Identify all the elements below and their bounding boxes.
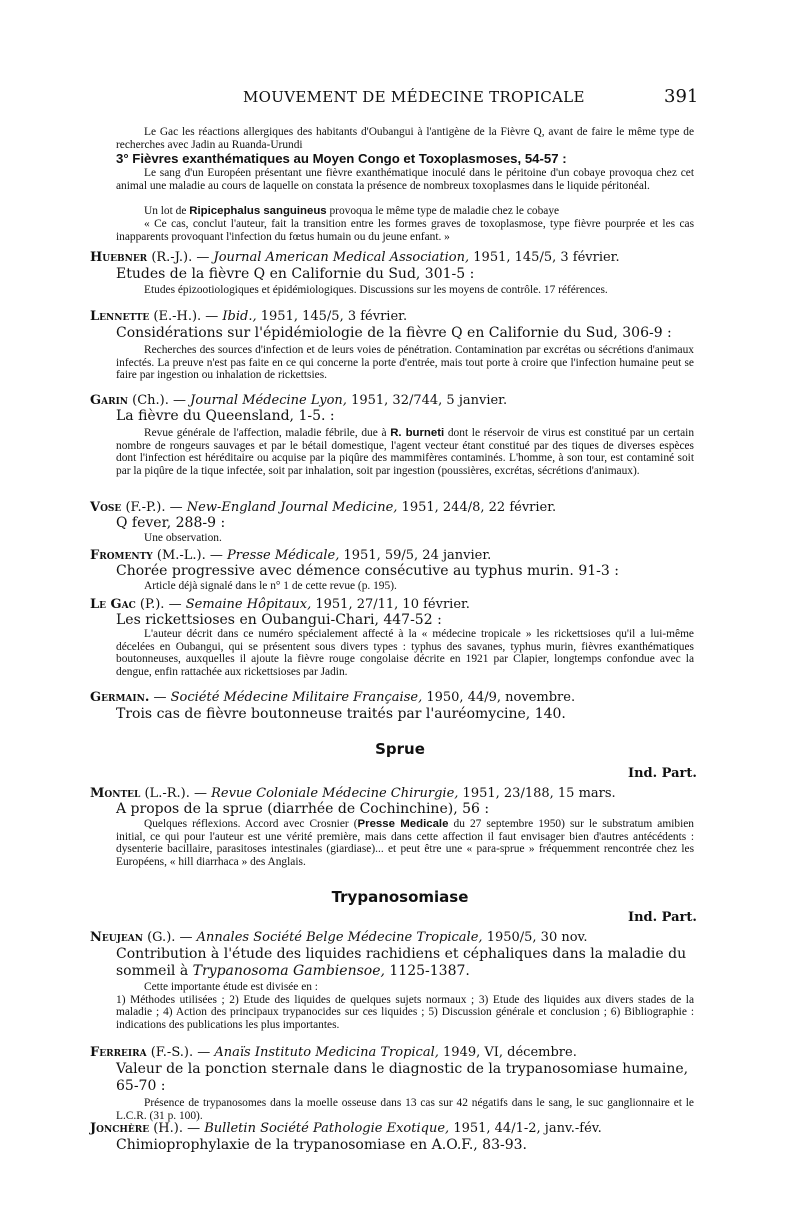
citation-montel: Montel (L.-R.). — Revue Coloniale Médecine Chirurgie, 1951, 23/188, 15 mars. bbox=[90, 786, 616, 801]
abstract-fromenty: Article déjà signalé dans le n° 1 de cette revue (p. 195). bbox=[144, 580, 397, 592]
intro-para-4: « Ce cas, conclut l'auteur, fait la transition entre les formes graves de toxoplasmose, type fièvre pourprée et les cas inapparents provoquant l'infection du fœtus humain ou du jeune enfant. » bbox=[116, 218, 694, 243]
abstract-montel: Quelques réflexions. Accord avec Crosnier (Presse Medicale du 27 septembre 1950) sur le substratum amibien initial, ce qui pour l'auteur est une vérité première, mais dans cette affection il faut envisager bien d'autres antécédents : dysenterie bacillaire, parasitoses intestinales (giardiase)... et peut être une « para-sprue » fréquemment rencontrée chez les Européens, « hill diarrhaca » des Anglais. bbox=[116, 818, 694, 868]
article-title-le-gac: Les rickettsioses en Oubangui-Chari, 447-52 : bbox=[116, 612, 442, 628]
running-title: MOUVEMENT DE MÉDECINE TROPICALE bbox=[243, 88, 585, 106]
article-title-ferreira: Valeur de la ponction sternale dans le diagnostic de la trypanosomiase humaine, 65-70 : bbox=[116, 1061, 689, 1094]
abstract-neujean: Cette importante étude est divisée en : 1) Méthodes utilisées ; 2) Etude des liquides de quelques sujets normaux ; 3) Etude des liquides aux divers stades de la maladie ; 4) Action des principaux trypanocides sur ces liquides ; 5) Discussion générale et conclusion ; 6) Bibliographie : indications des publications les plus importantes. bbox=[116, 981, 694, 1031]
intro-heading-3: 3° Fièvres exanthématiques au Moyen Congo et Toxoplasmoses, 54-57 : bbox=[116, 151, 567, 166]
citation-fromenty: Fromenty (M.-L.). — Presse Médicale, 1951, 59/5, 24 janvier. bbox=[90, 548, 492, 563]
article-title-fromenty: Chorée progressive avec démence consécutive au typhus murin. 91-3 : bbox=[116, 563, 619, 579]
citation-jonchere: Jonchère (H.). — Bulletin Société Pathologie Exotique, 1951, 44/1-2, janv.-fév. bbox=[90, 1121, 602, 1136]
citation-vose: Vose (F.-P.). — New-England Journal Medicine, 1951, 244/8, 22 février. bbox=[90, 500, 557, 515]
article-title-neujean: Contribution à l'étude des liquides rachidiens et céphaliques dans la maladie du sommeil à Trypanosoma Gambiensoe, 1125-1387. bbox=[116, 946, 687, 979]
abstract-garin: Revue générale de l'affection, maladie fébrile, due à R. burneti dont le réservoir de virus est constitué par un certain nombre de rongeurs sauvages et par le bétail domestique, l'agent vecteur étant constitué par des tiques de diverses espèces dont l'infection est héréditaire ou acquise par la piqûre des mammifères contaminés. L'homme, à son tour, est contaminé soit par la piqûre de la tique infectée, soit par inhalation, soit par ingestion (poussières, excrétas, sécrétions d'animaux). bbox=[116, 427, 695, 477]
article-title-lennette: Considérations sur l'épidémiologie de la fièvre Q en Californie du Sud, 306-9 : bbox=[116, 325, 672, 341]
abstract-lennette: Recherches des sources d'infection et de leurs voies de pénétration. Contamination par excrétas ou sécrétions d'animaux infectés. La preuve n'est pas faite en ce qui concerne la porte d'entrée, mais tout porte à croire que l'infection humaine peut se faire par ingestion ou inhalation de rickettsies. bbox=[116, 344, 694, 382]
citation-neujean: Neujean (G.). — Annales Société Belge Médecine Tropicale, 1950/5, 30 nov. bbox=[90, 930, 588, 945]
article-title-vose: Q fever, 288-9 : bbox=[116, 515, 226, 531]
page-number: 391 bbox=[664, 86, 699, 107]
abstract-huebner: Etudes épizootiologiques et épidémiologiques. Discussions sur les moyens de contrôle. 17 références. bbox=[144, 284, 608, 296]
article-title-garin: La fièvre du Queensland, 1-5. : bbox=[116, 408, 335, 424]
abstract-ferreira: Présence de trypanosomes dans la moelle osseuse dans 13 cas sur 42 négatifs dans le sang, le suc ganglionnaire et le L.C.R. (31 p. 100). bbox=[116, 1097, 694, 1122]
citation-le-gac: Le Gac (P.). — Semaine Hôpitaux, 1951, 27/11, 10 février. bbox=[90, 597, 470, 612]
citation-germain: Germain. — Société Médecine Militaire Française, 1950, 44/9, novembre. bbox=[90, 690, 576, 705]
ind-part-sprue: Ind. Part. bbox=[628, 766, 697, 781]
article-title-huebner: Etudes de la fièvre Q en Californie du Sud, 301-5 : bbox=[116, 266, 475, 282]
ind-part-trypanosomiase: Ind. Part. bbox=[628, 910, 697, 925]
citation-lennette: Lennette (E.-H.). — Ibid., 1951, 145/5, 3 février. bbox=[90, 309, 408, 324]
citation-garin: Garin (Ch.). — Journal Médecine Lyon, 1951, 32/744, 5 janvier. bbox=[90, 393, 508, 408]
article-title-montel: A propos de la sprue (diarrhée de Cochinchine), 56 : bbox=[116, 801, 490, 817]
citation-huebner: Huebner (R.-J.). — Journal American Medical Association, 1951, 145/5, 3 février. bbox=[90, 250, 620, 265]
abstract-vose: Une observation. bbox=[144, 532, 222, 544]
abstract-le-gac: L'auteur décrit dans ce numéro spécialement affecté à la « médecine tropicale » les rickettsioses qu'il a lui-même décelées en Oubangui, qui se présentent sous divers types : typhus des savanes, typhus murin, fièvres exanthématiques boutonneuses, auxquelles il ajoute la fièvre rouge congolaise décrite en 1921 par Clapier, longtemps confondue avec la dengue, enfin rattachée aux rickettsioses par Jadin. bbox=[116, 628, 694, 678]
section-heading-trypanosomiase: Trypanosomiase bbox=[331, 888, 469, 906]
citation-ferreira: Ferreira (F.-S.). — Anaïs Instituto Medicina Tropical, 1949, VI, décembre. bbox=[90, 1045, 577, 1060]
article-title-jonchere: Chimioprophylaxie de la trypanosomiase en A.O.F., 83-93. bbox=[116, 1137, 527, 1153]
intro-para-1: Le Gac les réactions allergiques des habitants d'Oubangui à l'antigène de la Fièvre Q, avant de faire le même type de recherches avec Jadin au Ruanda-Urundi bbox=[116, 126, 694, 151]
article-title-germain: Trois cas de fièvre boutonneuse traités par l'auréomycine, 140. bbox=[116, 706, 566, 722]
intro-para-2: Le sang d'un Européen présentant une fièvre exanthématique inoculé dans le péritoine d'un cobaye provoqua chez cet animal une maladie au cours de laquelle on constata la présence de nombreux toxoplasmes dans le liquide péritonéal. bbox=[116, 167, 694, 192]
intro-para-3: Un lot de Ripicephalus sanguineus provoqua le même type de maladie chez le cobaye bbox=[144, 205, 560, 217]
section-heading-sprue: Sprue bbox=[375, 740, 425, 758]
running-header bbox=[0, 86, 800, 112]
